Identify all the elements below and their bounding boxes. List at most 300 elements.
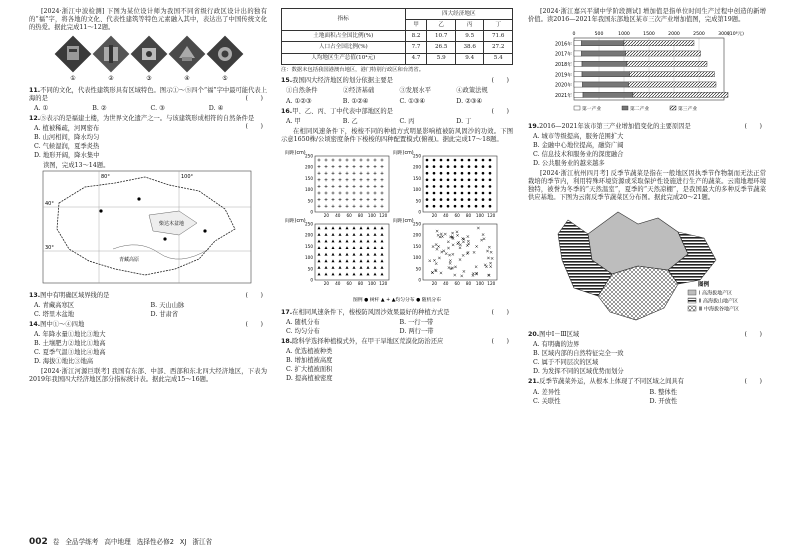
plant-mark <box>475 198 478 201</box>
x-tick-label: 1500 <box>643 31 655 37</box>
plant-mark <box>461 172 464 175</box>
fu-character-5 <box>207 35 244 72</box>
x-tick-label: 80 <box>357 280 364 286</box>
question-15-options <box>286 97 513 106</box>
plant-mark <box>426 158 429 161</box>
plant-mark <box>426 185 429 188</box>
plant-mark <box>468 198 471 201</box>
option-a[interactable]: A. ①②③ <box>286 97 312 105</box>
legend-swatch <box>574 106 580 110</box>
x-tick-label: 60 <box>454 212 460 218</box>
option-a[interactable]: A. 甲 <box>286 117 301 125</box>
plot-legend: 图例 ● 树杆 ▲ + ▲均匀分布 ● 随机分布 <box>352 297 442 303</box>
option-a[interactable]: A. ① <box>34 104 49 112</box>
plant-mark <box>461 198 464 201</box>
table-row: 人均地区生产总值(10⁴元) 4.7 5.9 9.4 5.4 <box>282 53 513 64</box>
plant-mark <box>440 158 443 161</box>
plant-mark <box>468 172 471 175</box>
x-tick-label: 2000 <box>668 31 680 37</box>
option-d[interactable]: D. ④ <box>208 104 224 112</box>
option-c[interactable]: C. 塔里木盆地 <box>34 310 75 318</box>
x-tick-label: 100 <box>475 212 484 218</box>
question-18-options <box>286 347 513 384</box>
legend-label: 第一产业 <box>582 106 602 112</box>
plot-axis-title: 间距(cm) <box>285 150 306 156</box>
plant-mark <box>468 165 471 168</box>
industry-value-chart <box>528 26 766 118</box>
option-b[interactable]: B. 天山山脉 <box>150 301 185 309</box>
option-b[interactable]: B. 金融中心地位提高，融资广阔 <box>533 141 624 149</box>
x-tick-label: 20 <box>431 212 438 218</box>
statement-3: ③发展水平 <box>399 86 431 94</box>
option-d[interactable]: D. 开放性 <box>649 397 678 405</box>
footer-edition: XJ <box>179 538 187 547</box>
lat-label-30: 30° <box>45 244 54 251</box>
q12-and-map <box>29 124 245 171</box>
x-tick-label: 3000 <box>718 31 730 37</box>
bar-1 <box>574 82 583 87</box>
point-4 <box>203 229 206 232</box>
option-d[interactable]: D. 地形开阔，降水集中 <box>34 152 100 160</box>
plant-mark <box>475 191 478 194</box>
option-d[interactable]: D. ②③④ <box>456 97 483 105</box>
question-20-options <box>533 340 766 377</box>
x-tick-label: 0 <box>572 31 576 37</box>
category-label: 2018年 <box>554 62 572 68</box>
y-tick-label: 100 <box>413 254 421 260</box>
fu-character-2 <box>93 35 130 72</box>
plant-mark <box>433 185 436 188</box>
x-tick-label: 100 <box>475 280 484 286</box>
plant-mark <box>454 165 457 168</box>
plant-mark <box>482 185 485 188</box>
category-label: 2020年 <box>554 83 572 89</box>
plant-mark <box>426 191 429 194</box>
plant-mark <box>468 178 471 181</box>
y-tick-label: 100 <box>305 254 313 260</box>
question-14-options <box>34 330 267 367</box>
x-tick-label: 80 <box>465 280 472 286</box>
x-tick-label: 40 <box>443 280 449 286</box>
plant-mark <box>461 191 464 194</box>
option-c[interactable]: C. 扩大植被面积 <box>286 366 333 374</box>
y-tick-label: 150 <box>413 175 421 181</box>
y-tick-label: 250 <box>305 153 313 159</box>
lon-label-100: 100° <box>181 173 194 180</box>
plant-mark <box>475 205 478 208</box>
map-instruction: 读图，完成13～14题。 <box>43 162 110 170</box>
footer-book: 高中地理 <box>104 538 131 547</box>
plant-mark <box>468 205 471 208</box>
plant-mark <box>447 158 450 161</box>
plot-axis-title: 间距(cm) <box>393 150 414 156</box>
point-1 <box>99 209 102 212</box>
point-3 <box>163 237 166 240</box>
plant-mark <box>454 191 457 194</box>
bar-3 <box>629 82 717 87</box>
fu-label-4: ④ <box>184 74 190 82</box>
option-d[interactable]: D. 公共服务业的越来越多 <box>533 160 605 168</box>
fu-character-3 <box>131 35 168 72</box>
x-tick-label: 20 <box>323 212 330 218</box>
plant-mark <box>426 205 429 208</box>
option-b[interactable]: B. ② <box>92 104 107 112</box>
passage-intro-15-16: [2024·浙江河源巨联考] 我国有东部、中部、西部和东北四大经济地区，下表为2019年我国四大经济地区部分指标统计表。据此完成15～16题。 <box>29 368 267 384</box>
footer-series: 全品学练考 <box>65 538 99 547</box>
bar-1 <box>574 92 583 97</box>
option-d[interactable]: D. 海拔①地比③地高 <box>34 358 94 366</box>
x-tick-label: 100 <box>367 280 376 286</box>
option-c[interactable]: C. 均匀分布 <box>286 327 320 335</box>
fu-label-2: ② <box>108 74 114 82</box>
option-c[interactable]: C. 关联性 <box>533 397 561 405</box>
statement-4: ④政策法规 <box>456 86 488 94</box>
option-d[interactable]: D. 两行一带 <box>399 327 434 335</box>
x-tick-label: 40 <box>335 212 341 218</box>
x-tick-label: 120 <box>487 280 496 286</box>
bar-3 <box>626 51 701 56</box>
bar-2 <box>582 61 627 66</box>
unit-label: (10⁸元) <box>728 31 744 37</box>
question-15-statements <box>286 86 513 95</box>
plant-mark <box>440 185 443 188</box>
plot-axis-title: 间距(cm) <box>393 218 414 224</box>
bar-2 <box>582 40 625 45</box>
question-11: 11.不同的文化，代表性建筑形具有区域特色。图示①～⑤四个“福”字中最可能代表上海的是 ( ) <box>29 86 267 102</box>
plant-mark <box>454 205 457 208</box>
y-tick-label: 150 <box>305 243 313 249</box>
question-12-options <box>34 124 141 161</box>
bar-3 <box>630 71 715 76</box>
plot-axis-title: 间距(cm) <box>285 218 306 224</box>
plant-mark <box>489 172 492 175</box>
option-c[interactable]: C. 属于不同层次的区域 <box>533 359 599 367</box>
y-tick-label: 0 <box>310 277 313 283</box>
plant-mark <box>440 205 443 208</box>
legend-swatch <box>670 106 676 110</box>
x-tick-label: 120 <box>379 280 388 286</box>
plant-mark <box>482 205 485 208</box>
yunnan-vegetable-map <box>528 204 766 326</box>
legend-swatch-1 <box>688 290 696 295</box>
plant-mark <box>447 165 450 168</box>
lon-label-80: 80° <box>101 173 110 180</box>
plant-mark <box>468 158 471 161</box>
footer-tag: 卷 <box>52 538 60 547</box>
passage-intro-17-18: 在相同风速条件下，梭梭不同的种植方式明显影响植被防风固沙的功效。下图示意1650株/公顷密度条件下梭梭的四种配置模式(俯视)。据此完成17～18题。 <box>281 128 513 144</box>
bar-1 <box>574 40 582 45</box>
question-15: 15.我国四大经济地区的划分依据主要是 ( ) <box>281 76 509 84</box>
table-header: 甲 <box>405 20 427 31</box>
plant-mark <box>454 198 457 201</box>
legend-swatch <box>622 106 628 110</box>
option-b[interactable]: B. 一行一带 <box>399 318 434 326</box>
northwest-china-map <box>29 169 267 287</box>
plant-mark <box>440 165 443 168</box>
plant-mark <box>461 158 464 161</box>
bar-1 <box>574 71 582 76</box>
plant-mark <box>489 198 492 201</box>
y-tick-label: 50 <box>415 197 421 203</box>
option-a[interactable]: A. 随机分布 <box>286 318 320 326</box>
passage-intro-20-21: [2024·浙江杭州四月考] 反季节蔬菜是指在一般地区因执季节作物制而无法正常栽培的季节内，利用特殊环境资源或采取保护性设施进行生产的蔬菜。云南地理环境独特，被誉为冬季的“天然温室”，夏季的“天然凉棚”，是我国最大的多种反季节蔬菜供应基地。下图为云南反季节蔬菜区分布图。据此完成20～21题。 <box>528 170 766 202</box>
planting-patterns-figure <box>281 146 513 304</box>
plant-mark <box>468 191 471 194</box>
option-a[interactable]: A. 城市等级提高，服务范围扩大 <box>533 132 624 140</box>
x-tick-label: 40 <box>335 280 341 286</box>
y-tick-label: 50 <box>307 265 313 271</box>
plant-mark <box>454 158 457 161</box>
table-header: 丙 <box>455 20 483 31</box>
plant-mark <box>475 185 478 188</box>
y-tick-label: 0 <box>310 209 313 215</box>
x-tick-label: 40 <box>443 212 449 218</box>
y-tick-label: 150 <box>305 175 313 181</box>
legend-label: 第三产业 <box>678 106 698 112</box>
plant-mark <box>433 191 436 194</box>
plant-mark <box>433 198 436 201</box>
plant-mark <box>440 172 443 175</box>
footer-volume: 选择性必修2 <box>136 538 174 547</box>
statement-1: ①自然条件 <box>286 86 318 94</box>
basin-label: 柴达木盆地 <box>159 220 185 227</box>
option-c[interactable]: C. 丙 <box>399 117 415 125</box>
option-b[interactable]: B. 山河相间，降水均匀 <box>34 134 100 142</box>
plant-mark <box>475 172 478 175</box>
plant-mark <box>433 158 436 161</box>
option-b[interactable]: B. 整体性 <box>649 388 678 396</box>
fu-character-1 <box>55 35 92 72</box>
plant-mark <box>433 165 436 168</box>
table-row: 人口占全国比例(%) 7.7 26.5 38.6 27.2 <box>282 42 513 53</box>
plant-mark <box>468 185 471 188</box>
plant-mark <box>461 205 464 208</box>
plant-mark <box>489 191 492 194</box>
plant-mark <box>482 165 485 168</box>
legend-swatch-3 <box>688 306 696 311</box>
option-c[interactable]: C. 气候湿润，夏季炎热 <box>34 143 100 151</box>
plant-mark <box>440 178 443 181</box>
question-13-options <box>34 301 267 319</box>
bar-3 <box>627 61 707 66</box>
table-row: 土地面积占全国比例(%) 8.2 10.7 9.5 71.6 <box>282 31 513 42</box>
y-tick-label: 250 <box>305 221 313 227</box>
question-17-options <box>286 318 513 336</box>
option-b[interactable]: B. 增加植被高度 <box>286 357 333 365</box>
x-tick-label: 120 <box>379 212 388 218</box>
plant-mark <box>482 198 485 201</box>
y-tick-label: 0 <box>418 277 421 283</box>
option-b[interactable]: B. 土壤肥力②地比①地高 <box>34 340 106 348</box>
legend-label-3: Ⅲ 中海拔谷地产区 <box>699 306 740 313</box>
legend-swatch-2 <box>688 298 696 303</box>
x-tick-label: 1000 <box>618 31 630 37</box>
region-1-area <box>588 212 688 274</box>
plant-mark <box>447 172 450 175</box>
column-left <box>29 8 267 386</box>
question-20: 20.图中Ⅰ－Ⅲ区域 ( ) <box>528 330 762 338</box>
question-17: 17.在相同风速条件下，梭梭防风固沙效果最好的种植方式是 ( ) <box>281 308 509 316</box>
question-21-options <box>533 388 766 406</box>
plant-mark <box>489 178 492 181</box>
question-19-options <box>533 132 766 169</box>
bar-1 <box>574 61 582 66</box>
table-caption: 四大经济地区 <box>405 9 512 20</box>
plant-mark <box>426 172 429 175</box>
bar-3 <box>624 40 694 45</box>
plant-mark <box>454 185 457 188</box>
plant-mark <box>482 191 485 194</box>
option-a[interactable]: A. 优选植被种类 <box>286 348 333 355</box>
y-tick-label: 150 <box>413 243 421 249</box>
x-tick-label: 80 <box>465 212 472 218</box>
category-label: 2021年 <box>554 93 572 99</box>
page-footer <box>29 537 218 549</box>
page-number: 002 <box>29 537 48 548</box>
option-b[interactable]: B. 区域内部的自然特征完全一致 <box>533 350 624 358</box>
plant-mark <box>461 185 464 188</box>
plant-mark <box>489 205 492 208</box>
option-c[interactable]: C. 夏季气温③地比④地高 <box>34 349 106 357</box>
option-d[interactable]: D. 甘肃省 <box>150 310 179 318</box>
fu-label-1: ① <box>70 74 76 82</box>
y-tick-label: 100 <box>305 186 313 192</box>
option-d[interactable]: D. 为发挥不同的区域优势而划分 <box>533 368 624 376</box>
legend-title: 图例 <box>698 281 710 288</box>
plant-mark <box>475 165 478 168</box>
option-c[interactable]: C. ①③④ <box>399 97 426 105</box>
x-tick-label: 120 <box>487 212 496 218</box>
legend-label: 第二产业 <box>630 106 650 112</box>
fu-label-5: ⑤ <box>222 74 228 82</box>
bar-3 <box>633 92 728 97</box>
plant-mark <box>447 198 450 201</box>
option-a[interactable]: A. 年降水量①地比③地大 <box>34 330 106 338</box>
map-legend <box>688 280 739 313</box>
bar-2 <box>582 71 630 76</box>
category-label: 2019年 <box>554 72 572 78</box>
plant-mark <box>447 191 450 194</box>
plot-frame <box>315 224 389 280</box>
x-tick-label: 20 <box>323 280 330 286</box>
option-c[interactable]: C. 信息技术和服务业的深度融合 <box>533 150 624 158</box>
question-18: 18.除科学选择种植模式外，在甲干旱地区荒漠化防治还应 ( ) <box>281 337 509 345</box>
plateau-label: 青藏高原 <box>119 256 140 263</box>
bar-2 <box>583 82 629 87</box>
table-header: 丁 <box>484 20 513 31</box>
option-c[interactable]: C. ③ <box>150 104 165 112</box>
x-tick-label: 80 <box>357 212 364 218</box>
y-tick-label: 200 <box>305 232 313 238</box>
fu-characters-figure <box>29 34 267 82</box>
plant-mark <box>454 178 457 181</box>
economic-regions-table <box>281 8 513 65</box>
question-14: 14.图中①～④四地 ( ) <box>29 320 263 328</box>
x-tick-label: 2500 <box>693 31 705 37</box>
x-tick-label: 100 <box>367 212 376 218</box>
question-13: 13.图中有明确区域界线的是 ( ) <box>29 291 263 299</box>
fu-character-4 <box>169 35 206 72</box>
category-label: 2016年 <box>554 41 572 47</box>
x-tick-label: 20 <box>431 280 438 286</box>
plant-mark <box>482 158 485 161</box>
plant-mark <box>426 178 429 181</box>
x-tick-label: 60 <box>346 212 352 218</box>
x-tick-label: 60 <box>454 280 460 286</box>
y-tick-label: 200 <box>413 164 421 170</box>
column-middle <box>281 8 513 386</box>
plant-mark <box>475 178 478 181</box>
plot-frame <box>423 156 497 212</box>
passage-intro-19: [2024·浙江嘉兴平湖中学阶段测试] 增加值是指单位时间生产过程中创造的新增价值。读2016—2021年我国东部地区某市三次产业增加值图，完成第19题。 <box>528 8 766 24</box>
plant-mark <box>447 205 450 208</box>
plant-mark <box>433 205 436 208</box>
passage-intro-11-12: [2024·浙江中波检测] 下图为某位设计师为我国不同省级行政区设计出的独有的“福”字，将各地的文化、代表性建筑等特色元素融入其中，表达出了中国传统文化的热爱。据此完成11～12题。 <box>29 8 267 32</box>
option-a[interactable]: A. 差异性 <box>533 388 561 396</box>
y-tick-label: 0 <box>418 209 421 215</box>
y-tick-label: 250 <box>413 221 421 227</box>
option-d[interactable]: D. 提高植被密度 <box>286 375 333 383</box>
option-a[interactable]: A. 有明确的边界 <box>533 340 580 348</box>
plant-mark <box>426 198 429 201</box>
plant-mark <box>489 185 492 188</box>
plant-mark <box>433 178 436 181</box>
y-tick-label: 50 <box>307 197 313 203</box>
question-21: 21.反季节蔬菜外运，从根本上体现了不同区域之间具有 ( ) <box>528 378 762 386</box>
option-b[interactable]: B. ①②④ <box>342 97 369 105</box>
y-tick-label: 100 <box>413 186 421 192</box>
x-tick-label: 60 <box>346 280 352 286</box>
y-tick-label: 200 <box>413 232 421 238</box>
plant-mark <box>440 198 443 201</box>
plant-mark <box>461 178 464 181</box>
category-label: 2017年 <box>554 52 572 58</box>
y-tick-label: 200 <box>305 164 313 170</box>
option-a[interactable]: A. 青藏高寒区 <box>34 301 75 309</box>
fu-label-3: ③ <box>146 74 152 82</box>
plant-mark <box>447 178 450 181</box>
point-2 <box>137 197 140 200</box>
option-d[interactable]: D. 丁 <box>456 117 472 125</box>
question-19: 19.2016—2021年该市第三产业增加值变化的主要原因是 ( ) <box>528 122 762 130</box>
plant-mark <box>489 158 492 161</box>
option-b[interactable]: B. 乙 <box>342 117 358 125</box>
question-16: 16.甲、乙、丙、丁中代表中部地区的是 ( ) <box>281 107 509 115</box>
option-a[interactable]: A. 植被稀疏，河网密布 <box>34 124 100 132</box>
legend-label-1: Ⅰ 高海拔地产区 <box>699 290 733 297</box>
plant-mark <box>475 158 478 161</box>
bar-2 <box>582 51 626 56</box>
question-16-options <box>286 117 513 126</box>
plant-mark <box>454 172 457 175</box>
y-tick-label: 250 <box>413 153 421 159</box>
table-note: 注：数据未包括我国港澳台地区，港门特别行政区和台湾省。 <box>281 66 425 73</box>
table-header: 乙 <box>427 20 455 31</box>
plant-mark <box>489 165 492 168</box>
plant-mark <box>461 165 464 168</box>
plant-mark <box>433 172 436 175</box>
x-tick-label: 500 <box>594 31 604 37</box>
question-12: 12.⑤表示的是福建土楼，为世界文化遗产之一。与该建筑形成相符的自然条件是 ( ) <box>29 114 263 130</box>
plant-mark <box>440 191 443 194</box>
footer-region: 浙江省 <box>192 538 213 547</box>
plot-frame <box>315 156 389 212</box>
plant-mark <box>447 185 450 188</box>
y-tick-label: 50 <box>415 265 421 271</box>
column-right <box>528 8 766 408</box>
bar-1 <box>574 51 582 56</box>
question-11-options <box>34 104 267 113</box>
